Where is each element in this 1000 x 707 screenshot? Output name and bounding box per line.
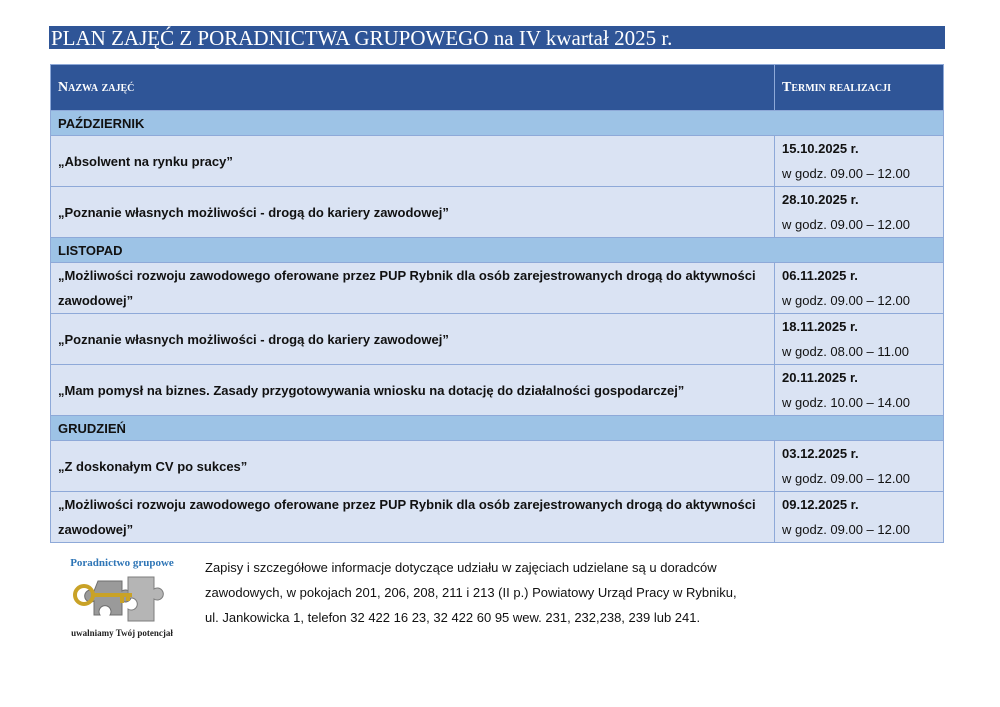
event-name: „Absolwent na rynku pracy”	[51, 136, 775, 187]
month-label: LISTOPAD	[51, 238, 944, 263]
column-header-term: Termin realizacji	[775, 65, 944, 111]
event-name: „Poznanie własnych możliwości - drogą do kariery zawodowej”	[51, 314, 775, 365]
event-name: „Mam pomysł na biznes. Zasady przygotowywania wniosku na dotację do działalności gospodarczej”	[51, 365, 775, 416]
table-row	[51, 314, 944, 365]
event-name: „Możliwości rozwoju zawodowego oferowane przez PUP Rybnik dla osób zarejestrowanych drogą do aktywności zawodowej”	[51, 492, 775, 543]
table-row	[51, 492, 944, 543]
column-header-name: Nazwa zajęć	[51, 65, 775, 111]
event-name: „Możliwości rozwoju zawodowego oferowane przez PUP Rybnik dla osób zarejestrowanych drogą do aktywności zawodowej”	[51, 263, 775, 314]
event-term	[775, 365, 944, 416]
event-date: 09.12.2025 r.	[782, 497, 859, 512]
event-term	[775, 263, 944, 314]
table-row	[51, 187, 944, 238]
logo-caption-top: Poradnictwo grupowe	[70, 557, 174, 569]
event-date: 18.11.2025 r.	[782, 319, 858, 334]
event-hours: w godz. 10.00 – 14.00	[782, 395, 910, 410]
event-term	[775, 314, 944, 365]
event-term	[775, 187, 944, 238]
month-label: GRUDZIEŃ	[51, 416, 944, 441]
event-name: „Poznanie własnych możliwości - drogą do kariery zawodowej”	[51, 187, 775, 238]
table-row	[51, 136, 944, 187]
month-row-december	[51, 416, 944, 441]
event-hours: w godz. 09.00 – 12.00	[782, 166, 910, 181]
info-line: ul. Jankowicka 1, telefon 32 422 16 23, 32 422 60 95 wew. 231, 232,238, 239 lub 241.	[205, 610, 701, 625]
registration-info	[205, 555, 805, 630]
event-term	[775, 136, 944, 187]
event-date: 28.10.2025 r.	[782, 192, 859, 207]
event-hours: w godz. 09.00 – 12.00	[782, 522, 910, 537]
event-term	[775, 441, 944, 492]
event-hours: w godz. 09.00 – 12.00	[782, 217, 910, 232]
puzzle-key-icon	[68, 571, 176, 629]
table-header-row	[51, 65, 944, 111]
table-row	[51, 263, 944, 314]
page-title: PLAN ZAJĘĆ Z PORADNICTWA GRUPOWEGO na IV kwartał 2025 r.	[49, 26, 945, 49]
month-row-october	[51, 111, 944, 136]
table-row	[51, 365, 944, 416]
event-date: 15.10.2025 r.	[782, 141, 859, 156]
event-date: 03.12.2025 r.	[782, 446, 859, 461]
logo-caption-bottom: uwalniamy Twój potencjał	[71, 628, 173, 638]
event-name: „Z doskonałym CV po sukces”	[51, 441, 775, 492]
info-line: zawodowych, w pokojach 201, 206, 208, 211 i 213 (II p.) Powiatowy Urząd Pracy w Rybniku,	[205, 585, 737, 600]
event-date: 20.11.2025 r.	[782, 370, 858, 385]
poradnictwo-logo	[52, 557, 192, 642]
info-line: Zapisy i szczegółowe informacje dotyczące udziału w zajęciach udzielane są u doradców	[205, 560, 717, 575]
schedule-table	[50, 64, 944, 543]
table-row	[51, 441, 944, 492]
event-hours: w godz. 09.00 – 12.00	[782, 471, 910, 486]
event-term	[775, 492, 944, 543]
month-label: PAŹDZIERNIK	[51, 111, 944, 136]
event-date: 06.11.2025 r.	[782, 268, 858, 283]
month-row-november	[51, 238, 944, 263]
event-hours: w godz. 09.00 – 12.00	[782, 293, 910, 308]
event-hours: w godz. 08.00 – 11.00	[782, 344, 909, 359]
